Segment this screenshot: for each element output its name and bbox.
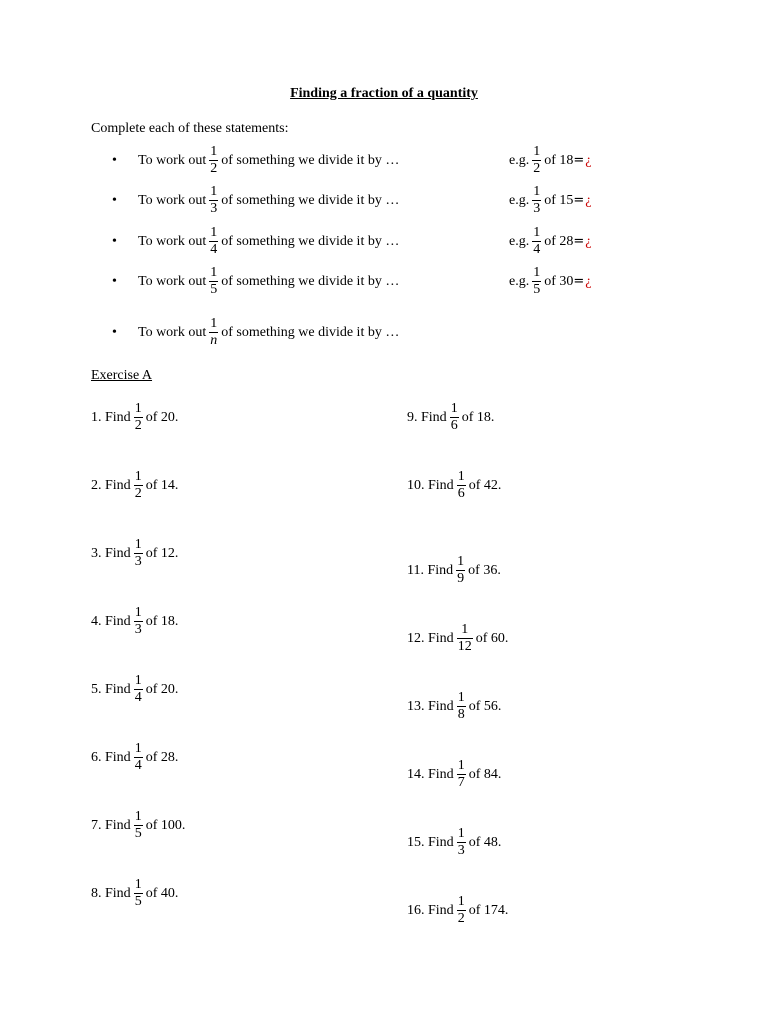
question-item: 5. Find $\frac{1}{4}$ of 20. [91, 673, 179, 705]
fraction: $\frac{1}{2}$ [134, 469, 142, 501]
fraction: $\frac{1}{9}$ [457, 554, 465, 586]
statement-suffix: of something we divide it by … [221, 152, 400, 168]
question-item: 15. Find $\frac{1}{3}$ of 48. [407, 826, 502, 858]
question-item: 11. Find $\frac{1}{9}$ of 36. [407, 554, 501, 586]
statement-text: To work out $\frac{1}{4}$ of something we divide it by … [138, 225, 400, 257]
fraction: $\frac{1}{6}$ [450, 401, 458, 433]
question-item: 4. Find $\frac{1}{3}$ of 18. [91, 605, 179, 637]
example: e.g. $\frac{1}{3}$ of 15 = ¿ [509, 184, 592, 216]
statement-text: To work out $\frac{1}{3}$ of something we divide it by … [138, 184, 400, 216]
fraction: $\frac{1}{2}$ [457, 894, 465, 926]
fraction: $\frac{1}{4}$ [134, 673, 142, 705]
fraction: $\frac{1}{5}$ [533, 265, 541, 297]
statement-text [138, 145, 399, 176]
question-item: 14. Find $\frac{1}{7}$ of 84. [407, 758, 502, 790]
question-mark: ¿ [585, 233, 592, 249]
question-item: 12. Find $\frac{1}{12}$ of 60. [407, 622, 509, 654]
fraction: $\frac{1}{n}$ [210, 316, 218, 348]
statement-text: To work out $\frac{1}{5}$ of something we divide it by … [138, 265, 400, 297]
statement-prefix: To work out [138, 152, 207, 168]
exercise-heading: Exercise A [91, 368, 153, 383]
fraction: $\frac{1}{5}$ [134, 809, 142, 841]
fraction: $\frac{1}{3}$ [457, 826, 465, 858]
fraction: $\frac{1}{8}$ [457, 690, 465, 722]
question-item: 2. Find $\frac{1}{2}$ of 14. [91, 469, 179, 501]
fraction: $\frac{1}{2}$ [533, 144, 541, 176]
question-mark: ¿ [585, 192, 592, 208]
fraction: $\frac{1}{5}$ [210, 265, 218, 297]
fraction: $\frac{1}{6}$ [457, 469, 465, 501]
fraction: $\frac{1}{3}$ [533, 184, 541, 216]
fraction: $\frac{1}{3}$ [134, 537, 142, 569]
question-item: 8. Find $\frac{1}{5}$ of 40. [91, 877, 179, 909]
bullet: • [112, 193, 117, 208]
example: e.g. $\frac{1}{2}$ of 18 = ¿ [509, 144, 592, 176]
bullet: • [112, 234, 117, 249]
question-mark: ¿ [585, 273, 592, 289]
question-item: 10. Find $\frac{1}{6}$ of 42. [407, 469, 502, 501]
fraction: $\frac{1}{5}$ [134, 877, 142, 909]
question-item: 3. Find $\frac{1}{3}$ of 12. [91, 537, 179, 569]
question-item: 13. Find $\frac{1}{8}$ of 56. [407, 690, 502, 722]
bullet: • [112, 153, 117, 168]
page-title: Finding a fraction of a quantity [290, 86, 478, 101]
question-item: 1. Find $\frac{1}{2}$ of 20. [91, 401, 179, 433]
question-item: 9. Find $\frac{1}{6}$ of 18. [407, 401, 495, 433]
question-mark: ¿ [585, 152, 592, 168]
example: e.g. $\frac{1}{5}$ of 30 = ¿ [509, 265, 592, 297]
fraction: $\frac{1}{12}$ [457, 622, 472, 654]
bullet: • [112, 274, 117, 289]
example: e.g. $\frac{1}{4}$ of 28 = ¿ [509, 225, 592, 257]
statement-text: To work out $\frac{1}{n}$ of something we divide it by … [138, 316, 400, 348]
fraction: $\frac{1}{3}$ [210, 184, 218, 216]
bullet: • [112, 325, 117, 340]
fraction: $\frac{1}{4}$ [210, 225, 218, 257]
fraction: $\frac{1}{7}$ [457, 758, 465, 790]
question-item: 16. Find $\frac{1}{2}$ of 174. [407, 894, 509, 926]
fraction: $\frac{1}{4}$ [533, 225, 541, 257]
fraction: $\frac{1}{4}$ [134, 741, 142, 773]
fraction: $\frac{1}{3}$ [134, 605, 142, 637]
fraction: $\frac{1}{2}$ [134, 401, 142, 433]
fraction: $\frac{1}{2}$ [210, 144, 218, 176]
question-item: 6. Find $\frac{1}{4}$ of 28. [91, 741, 179, 773]
question-item: 7. Find $\frac{1}{5}$ of 100. [91, 809, 186, 841]
intro-text: Complete each of these statements: [91, 121, 289, 136]
